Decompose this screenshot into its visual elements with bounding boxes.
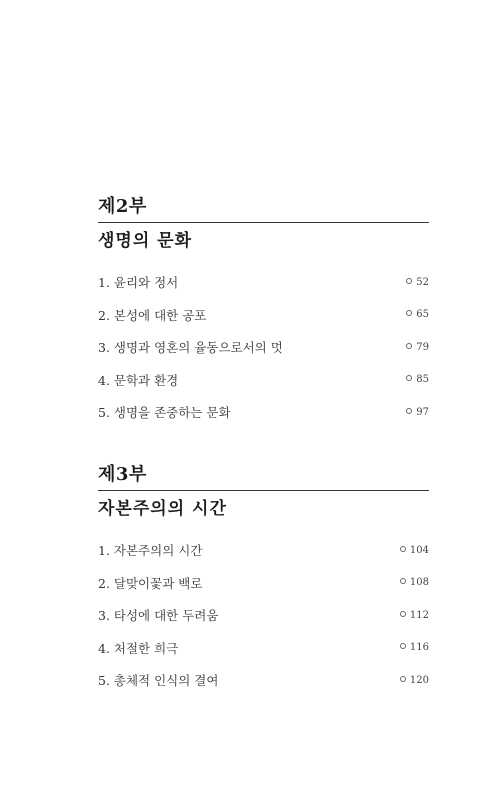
toc-entry-page: [406, 309, 429, 320]
toc-entry[interactable]: [98, 632, 429, 665]
toc-entry-title: 3. 타성에 대한 두려움: [98, 608, 219, 624]
toc-entry[interactable]: [98, 364, 429, 397]
toc-entry[interactable]: [98, 534, 429, 567]
bullet-circle-icon: [400, 643, 406, 649]
toc-entry[interactable]: [98, 299, 429, 332]
toc-entry-title: 1. 자본주의의 시간: [98, 543, 203, 559]
toc-entry-page: [406, 374, 429, 385]
toc-entry[interactable]: [98, 664, 429, 697]
part-2-section: [98, 196, 429, 429]
bullet-circle-icon: [406, 310, 412, 316]
bullet-circle-icon: [400, 676, 406, 682]
page-number: 116: [409, 642, 429, 654]
bullet-circle-icon: [400, 578, 406, 584]
toc-entry-page: [406, 342, 429, 353]
toc-entry-page: [400, 610, 429, 621]
toc-entry-page: [400, 545, 429, 556]
page-number: 97: [416, 406, 429, 418]
page-number: 108: [409, 577, 429, 589]
toc-entry[interactable]: [98, 266, 429, 299]
bullet-circle-icon: [406, 343, 412, 349]
toc-entry-page: [400, 577, 429, 588]
bullet-circle-icon: [406, 408, 412, 414]
toc-entry[interactable]: [98, 599, 429, 632]
part-label: 제2부: [98, 196, 147, 217]
part-title: 자본주의의 시간: [98, 499, 227, 519]
page-number: 104: [409, 544, 429, 556]
toc-entry-title: 3. 생명과 영혼의 율동으로서의 멋: [98, 340, 283, 356]
bullet-circle-icon: [400, 611, 406, 617]
page-number: 120: [409, 674, 429, 686]
toc-entry-title: 4. 문학과 환경: [98, 372, 179, 388]
toc-list: [98, 534, 429, 697]
page-number: 79: [416, 341, 429, 353]
part-3-section: [98, 464, 429, 697]
toc-entry[interactable]: [98, 331, 429, 364]
toc-entry[interactable]: [98, 396, 429, 429]
toc-entry-page: [400, 642, 429, 653]
page-number: 65: [416, 309, 429, 321]
toc-entry-title: 4. 처절한 희극: [98, 640, 179, 656]
toc-entry-page: [406, 407, 429, 418]
page-number: 112: [409, 609, 429, 621]
bullet-circle-icon: [400, 546, 406, 552]
toc-entry-page: [400, 675, 429, 686]
page-number: 85: [416, 374, 429, 386]
bullet-circle-icon: [406, 375, 412, 381]
section-divider: [98, 222, 429, 223]
bullet-circle-icon: [406, 278, 412, 284]
toc-entry[interactable]: [98, 567, 429, 600]
toc-entry-title: 2. 본성에 대한 공포: [98, 307, 207, 323]
part-label: 제3부: [98, 464, 147, 485]
toc-entry-title: 5. 생명을 존중하는 문화: [98, 405, 231, 421]
toc-entry-title: 1. 윤리와 정서: [98, 275, 179, 291]
toc-list: [98, 266, 429, 429]
toc-entry-title: 5. 총체적 인식의 결여: [98, 673, 219, 689]
part-title: 생명의 문화: [98, 231, 193, 251]
section-divider: [98, 490, 429, 491]
toc-entry-title: 2. 달맞이꽃과 백로: [98, 575, 203, 591]
page-number: 52: [416, 276, 429, 288]
toc-entry-page: [406, 277, 429, 288]
